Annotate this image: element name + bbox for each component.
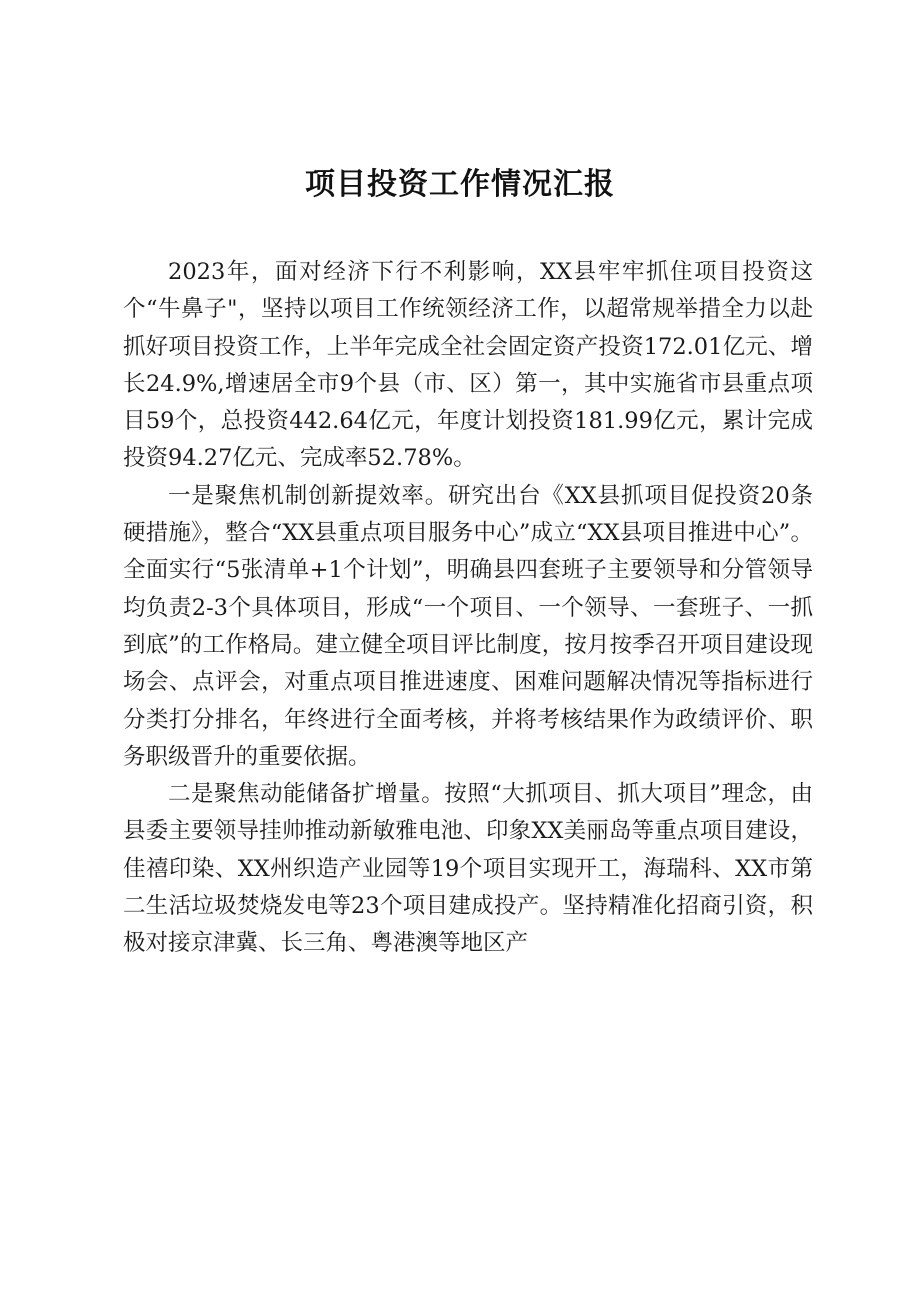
document-body <box>123 254 813 963</box>
paragraph-momentum: 二是聚焦动能储备扩增量。按照“大抓项目、抓大项目”理念，由县委主要领导挂帅推动新敏雅电池、印象XX美丽岛等重点项目建设，佳禧印染、XX州织造产业园等19个项目实现开工，海瑞科、XX市第二生活垃圾焚烧发电等23个项目建成投产。坚持精准化招商引资，积极对接京津冀、长三角、粤港澳等地区产 <box>123 781 813 957</box>
document-title: 项目投资工作情况汇报 <box>305 167 615 202</box>
paragraph-mechanism: 一是聚焦机制创新提效率。研究出台《XX县抓项目促投资20条硬措施》，整合“XX县重点项目服务中心”成立“XX县项目推进中心”。全面实行“5张清单+1个计划”，明确县四套班子主要领导和分管领导均负责2-3个具体项目，形成“一个项目、一个领导、一套班子、一抓到底”的工作格局。建立健全项目评比制度，按月按季召开项目建设现场会、点评会，对重点项目推进速度、困难问题解决情况等指标进行分类打分排名，年终进行全面考核，并将考核结果作为政绩评价、职务职级晋升的重要依据。 <box>123 482 813 770</box>
paragraph-intro: 2023年，面对经济下行不利影响，XX县牢牢抓住项目投资这个“牛鼻子"，坚持以项目工作统领经济工作，以超常规举措全力以赴抓好项目投资工作，上半年完成全社会固定资产投资172.01亿元、增长24.9%,增速居全市9个县（市、区）第一，其中实施省市县重点项目59个，总投资442.64亿元，年度计划投资181.99亿元，累计完成投资94.27亿元、完成率52.78%。 <box>123 259 813 472</box>
